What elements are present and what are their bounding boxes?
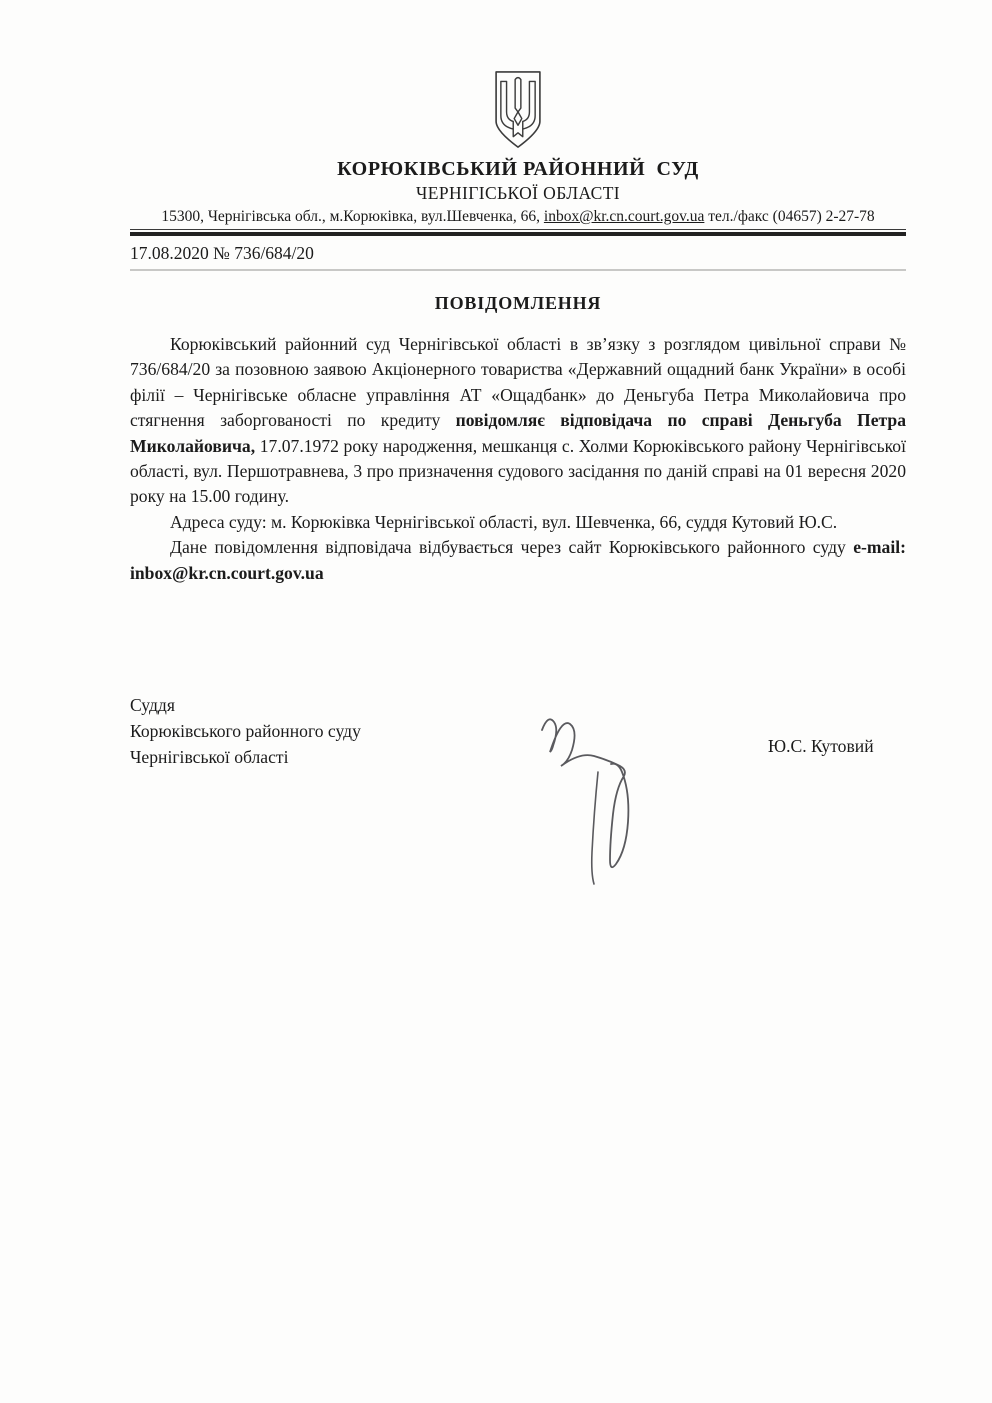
signature-role-line: Чернігівської області — [130, 747, 289, 767]
court-name: КОРЮКІВСЬКИЙ РАЙОННИЙ СУД — [337, 158, 699, 180]
paragraph-text: 17.07.1972 року народження, мешканця с. Холми Корюківського району Чернігівської області, вул. Першотравнева, 3 про призначення судового засідання по даній справі на 01 вересня 2020 року на 15.00 годину. — [130, 435, 906, 507]
paragraph-notification-method — [130, 535, 906, 586]
paragraph-text: Дане повідомлення відповідача відбувається через сайт Корюківського районного суду — [170, 537, 854, 558]
court-region: ЧЕРНІГІСЬКОЇ ОБЛАСТІ — [415, 183, 621, 203]
court-email: inbox@kr.cn.court.gov.ua — [543, 208, 705, 225]
document-title: ПОВІДОМЛЕННЯ — [434, 293, 602, 313]
faint-divider-rule — [130, 269, 906, 271]
signature-role-block — [130, 692, 361, 770]
judge-name: Ю.С. Кутовий — [768, 736, 874, 756]
ukraine-trident-emblem-icon — [489, 137, 547, 154]
paragraph-case-details — [130, 332, 906, 510]
address-text: 15300, Чернігівська обл., м.Корюківка, вул.Шевченка, 66, — [161, 208, 544, 225]
phone-fax-text: тел./факс (04657) 2-27-78 — [704, 208, 875, 225]
signature-role-line: Суддя — [130, 695, 175, 715]
header-divider-rule — [130, 229, 906, 236]
court-address-line — [130, 208, 906, 226]
handwritten-signature — [528, 702, 678, 887]
emblem-container — [130, 0, 906, 150]
paragraph-court-address: Адреса суду: м. Корюківка Чернігівської області, вул. Шевченка, 66, суддя Кутовий Ю.С. — [170, 511, 838, 532]
signature-role-line: Корюківського районного суду — [130, 721, 361, 741]
date-and-case-number: 17.08.2020 № 736/684/20 — [130, 243, 314, 263]
paragraph-email-bold: e-mail: inbox@kr.cn.court.gov.ua — [130, 537, 906, 583]
paragraph-text: Корюківський районний суд Чернігівської області в зв’язку з розглядом цивільної справи № 736/684/20 за позовною заявою Акціонерного товариства «Державний ощадний банк України» в особі філії – Чернігівське обласне управління АТ «Ощадбанк» до Деньгуба Петра Миколайовича про стягнення заборгованості по кредиту — [130, 334, 906, 431]
document-body — [130, 332, 906, 586]
paragraph-bold-text: повідомляє відповідача по справі Деньгуба Петра Миколайовича, — [130, 410, 906, 456]
